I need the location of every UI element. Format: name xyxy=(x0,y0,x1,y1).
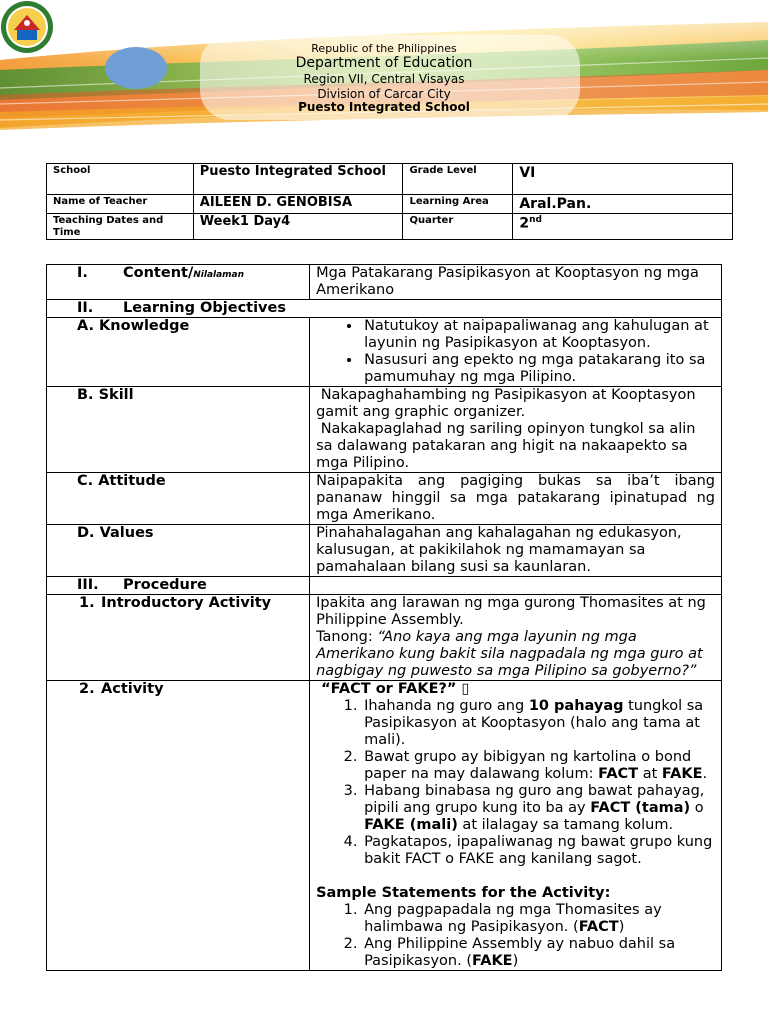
grade-label: Grade Level xyxy=(403,164,513,195)
quarter-number: 2 xyxy=(519,215,530,232)
skill-text-1: Nakapaghahambing ng Pasipikasyon at Kooptasyon gamit ang graphic organizer. xyxy=(316,387,696,420)
procedure-empty xyxy=(310,577,722,595)
objectives-label: Learning Objectives xyxy=(123,300,286,316)
sample-title: Sample Statements for the Activity: xyxy=(316,885,611,901)
content-sublabel: Nilalaman xyxy=(193,270,245,280)
objectives-row xyxy=(47,300,722,318)
procedure-label: Procedure xyxy=(123,577,207,593)
placeholder-oval-logo xyxy=(105,47,167,89)
values-label: D. Values xyxy=(47,525,310,577)
procedure-num: III. xyxy=(77,577,99,593)
area-label: Learning Area xyxy=(403,195,513,214)
attitude-label: C. Attitude xyxy=(47,473,310,525)
activity-title xyxy=(316,681,715,698)
knowledge-item: • Nasusuri ang epekto ng mga patakarang ito sa pamumuhay ng mga Pilipino. xyxy=(362,352,715,386)
activity-row xyxy=(47,681,722,971)
quarter-label: Quarter xyxy=(403,214,513,240)
objectives-num: II. xyxy=(77,300,94,316)
content-value: Mga Patakarang Pasipikasyon at Kooptasyon ng mga Amerikano xyxy=(310,265,722,300)
lesson-plan-table xyxy=(46,264,722,971)
activity-label: Activity xyxy=(101,681,164,697)
intro-question xyxy=(316,629,715,680)
missing-glyph-icon: ▯ xyxy=(461,681,470,697)
content-row xyxy=(47,265,722,300)
attitude-row xyxy=(47,473,722,525)
knowledge-label: A. Knowledge xyxy=(47,318,310,387)
values-value: Pinahahalagahan ang kahalagahan ng edukasyon, kalusugan, at pakikilahok ng mamamayan sa pamahalaan bilang susi sa kaunlaran. xyxy=(310,525,722,577)
skill-line-2 xyxy=(316,421,715,472)
sample-statement: 2. Ang Philippine Assembly ay nabuo dahil sa Pasipikasyon. (FAKE) xyxy=(362,936,715,970)
knowledge-row xyxy=(47,318,722,387)
quarter-suffix: nd xyxy=(529,215,542,226)
activity-step: 2. Bawat grupo ay bibigyan ng kartolina o bond paper na may dalawang kolum: FACT at FAKE. xyxy=(362,749,715,783)
sample-statements xyxy=(316,902,715,970)
values-row xyxy=(47,525,722,577)
quarter-value xyxy=(513,214,733,240)
header-school: Puesto Integrated School xyxy=(298,100,470,114)
intro-num: 1. xyxy=(79,595,95,611)
school-value: Puesto Integrated School xyxy=(193,164,403,195)
intro-row xyxy=(47,595,722,681)
activity-step: 4. Pagkatapos, ipapaliwanag ng bawat grupo kung bakit FACT o FAKE ang kanilang sagot. xyxy=(362,834,715,868)
procedure-row xyxy=(47,577,722,595)
header-division: Division of Carcar City xyxy=(317,87,451,101)
grade-value: VI xyxy=(513,164,733,195)
info-table xyxy=(46,163,733,240)
intro-question-text: “Ano kaya ang mga layunin ng mga Amerikano kung bakit sila nagpadala ng mga guro at nagbigay ng puwesto sa mga Pilipino sa gobyerno?” xyxy=(316,629,703,679)
skill-label: B. Skill xyxy=(47,387,310,473)
school-label: School xyxy=(47,164,194,195)
attitude-value: Naipapakita ang pagiging bukas sa iba’t ibang pananaw hinggil sa mga patakarang ipinatupad ng mga Amerikano. xyxy=(310,473,722,525)
deped-seal-icon xyxy=(0,0,54,54)
activity-step: 1. Ihahanda ng guro ang 10 pahayag tungkol sa Pasipikasyon at Kooptasyon (halo ang tama at mali). xyxy=(362,698,715,749)
content-label: Content/ xyxy=(123,265,194,281)
activity-steps xyxy=(316,698,715,868)
knowledge-list xyxy=(316,318,715,386)
header-region: Region VII, Central Visayas xyxy=(303,72,465,86)
header-department: Department of Education xyxy=(295,55,473,71)
sample-statement: 1. Ang pagpapadala ng mga Thomasites ay halimbawa ng Pasipikasyon. (FACT) xyxy=(362,902,715,936)
skill-row xyxy=(47,387,722,473)
activity-title-text: “FACT or FAKE?” xyxy=(321,681,462,697)
teacher-value: AILEEN D. GENOBISA xyxy=(193,195,403,214)
skill-line-1 xyxy=(316,387,715,421)
header-republic: Republic of the Philippines xyxy=(311,42,457,55)
intro-label: Introductory Activity xyxy=(101,595,272,611)
header-banner xyxy=(0,0,768,135)
activity-step: 3. Habang binabasa ng guro ang bawat pahayag, pipili ang grupo kung ito ba ay FACT (tama) o FAKE (mali) at ilalagay sa tamang kolum. xyxy=(362,783,715,834)
dates-label: Teaching Dates and Time xyxy=(47,214,194,240)
dates-value: Week1 Day4 xyxy=(193,214,403,240)
knowledge-item: • Natutukoy at naipapaliwanag ang kahulugan at layunin ng Pasipikasyon at Kooptasyon. xyxy=(362,318,715,352)
skill-text-2: Nakakapaglahad ng sariling opinyon tungkol sa alin sa dalawang patakaran ang higit na nakaapekto sa mga Pilipino. xyxy=(316,421,696,471)
content-num: I. xyxy=(77,265,88,281)
intro-question-label: Tanong: xyxy=(316,629,373,645)
activity-num: 2. xyxy=(79,681,95,697)
area-value: Aral.Pan. xyxy=(513,195,733,214)
spacer xyxy=(316,868,715,885)
teacher-label: Name of Teacher xyxy=(47,195,194,214)
intro-text: Ipakita ang larawan ng mga gurong Thomasites at ng Philippine Assembly. xyxy=(316,595,706,628)
